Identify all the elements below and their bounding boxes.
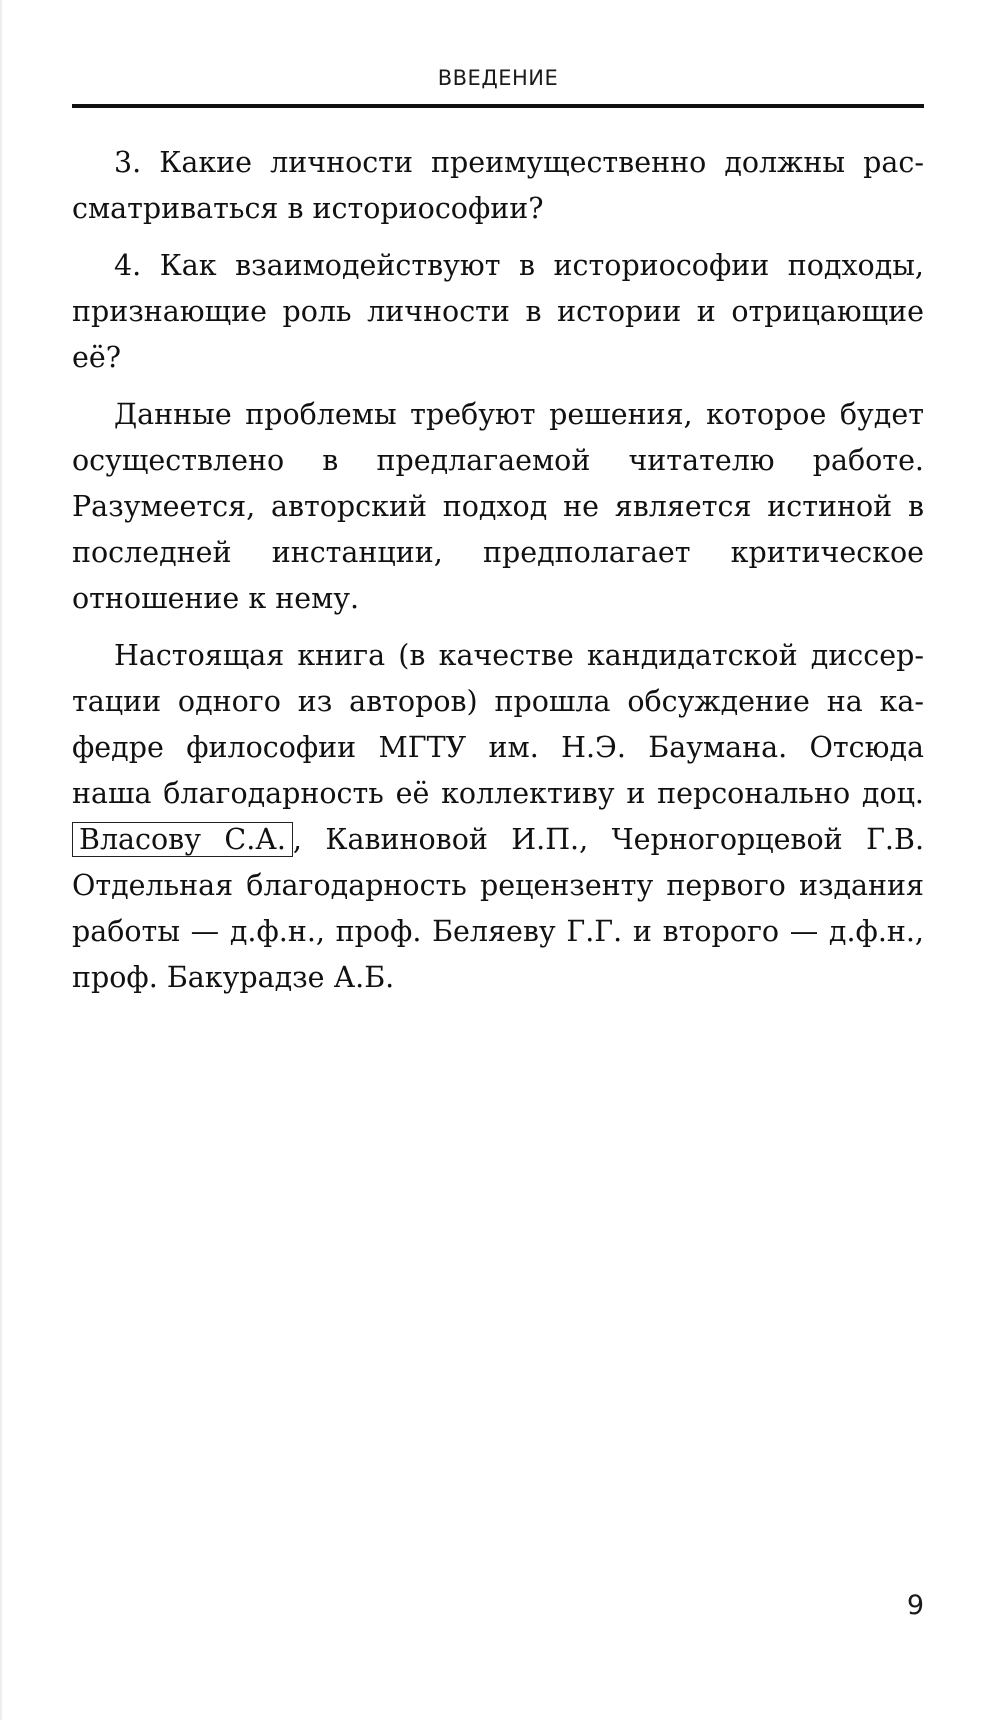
paragraph-problems: Данные проблемы требуют решения, которое будет осуществлено в предлагаемой читателю работе. Разумеется, авторский подход не является истиной в последней инстанции, предполагает критическое отношение к нему. xyxy=(72,398,924,615)
boxed-name: Власову С.А. xyxy=(72,822,293,857)
paragraph-question-3: 3. Какие личности преимущественно должны рассматриваться в историософии? xyxy=(72,146,924,225)
main-text xyxy=(72,140,924,1001)
running-head: ВВЕДЕНИЕ xyxy=(437,66,559,90)
scan-edge-shadow xyxy=(0,0,3,1720)
page-number: 9 xyxy=(906,1590,924,1621)
acknowledgements-text-end: , Кавиновой И.П., Черногорцевой Г.В. Отдельная благодарность рецензенту первого издания работы — д.ф.н., проф. Беляеву Г.Г. и второго — д.ф.н., проф. Бакурадзе А.Б. xyxy=(72,823,924,994)
acknowledgements-text-start: Настоящая книга (в качестве кандидатской диссертации одного из авторов) прошла обсуждение на кафедре философии МГТУ им. Н.Э. Баумана. Отсюда наша благодарность её коллективу и персонально доц. xyxy=(72,639,924,810)
paragraph-acknowledgements xyxy=(72,633,924,1001)
paragraph-question-4: 4. Как взаимодействуют в историософии подходы, признающие роль личности в истории и отрицающие её? xyxy=(72,249,924,374)
header-rule xyxy=(72,104,924,108)
